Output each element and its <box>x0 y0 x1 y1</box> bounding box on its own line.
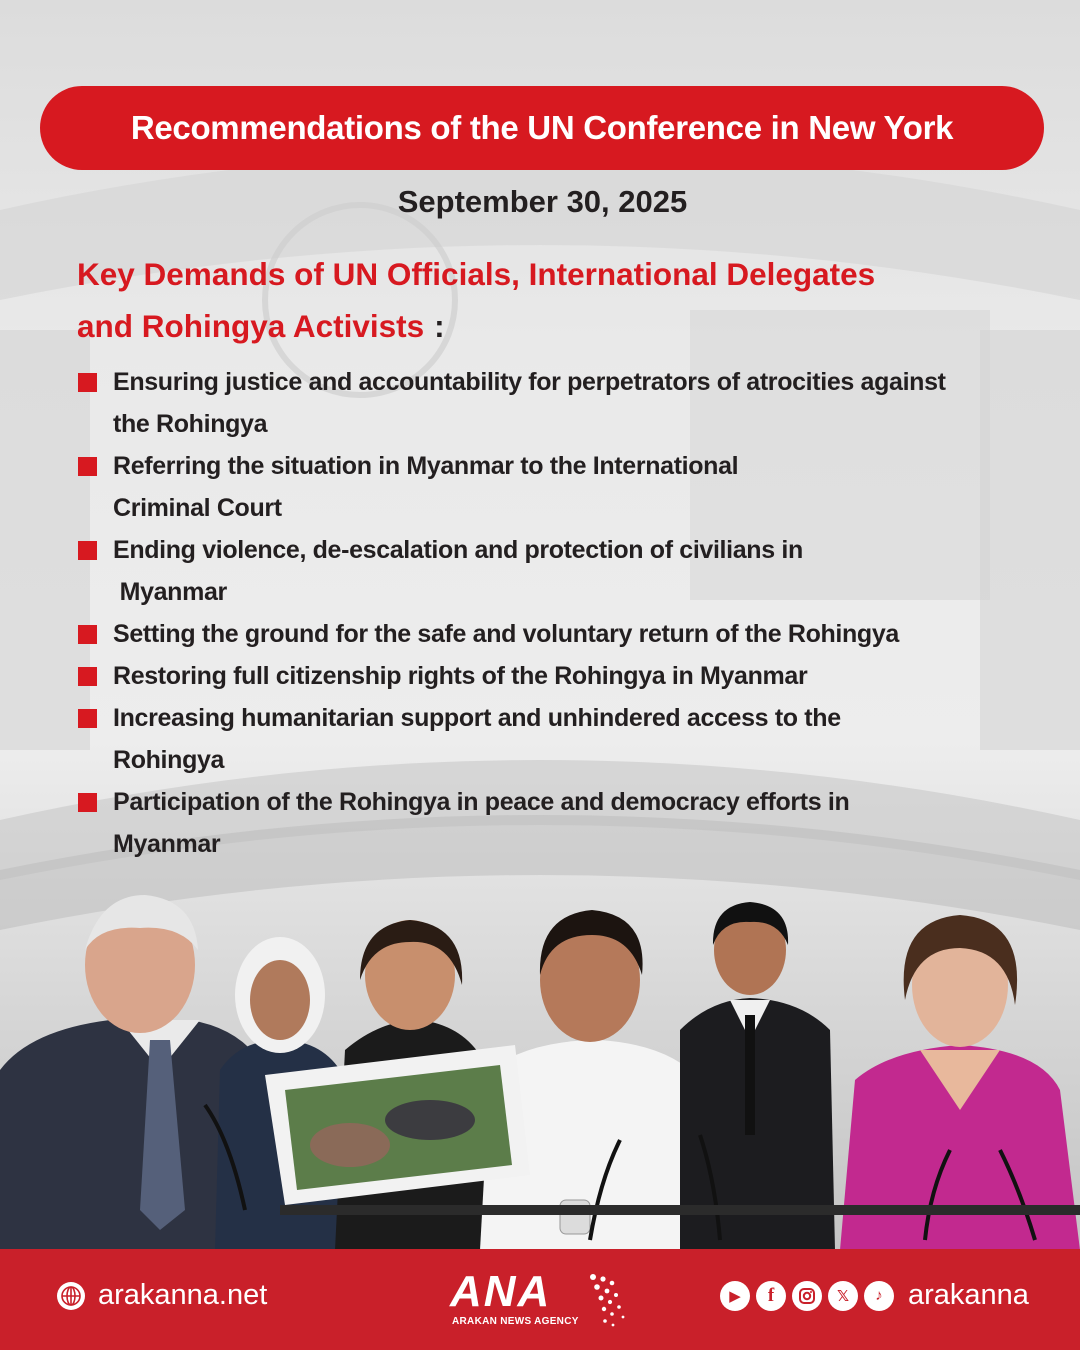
bullet-square-icon <box>78 457 97 476</box>
instagram-icon[interactable] <box>792 1281 822 1311</box>
speaker-photo-man-suit <box>680 902 835 1250</box>
bullet-square-icon <box>78 541 97 560</box>
demand-item: Referring the situation in Myanmar to the International Criminal Court <box>78 445 1038 529</box>
bullet-square-icon <box>78 793 97 812</box>
section-heading <box>77 248 1037 352</box>
speakers-photo-collage <box>0 880 1080 1250</box>
podium-rail <box>280 1205 1080 1215</box>
speaker-photo-right-woman <box>840 915 1080 1250</box>
event-date: September 30, 2025 <box>397 184 688 219</box>
globe-icon <box>56 1281 86 1311</box>
heading-line-1: Key Demands of UN Officials, International Delegates <box>77 256 876 292</box>
youtube-icon[interactable]: ▶ <box>720 1281 750 1311</box>
tiktok-icon[interactable]: ♪ <box>864 1281 894 1311</box>
logo-text: ANA <box>450 1267 552 1316</box>
social-links <box>720 1279 1029 1312</box>
website-link[interactable] <box>56 1279 267 1312</box>
ana-logo <box>450 1267 640 1337</box>
demand-item: Participation of the Rohingya in peace and democracy efforts in Myanmar <box>78 781 1038 865</box>
website-text: arakanna.net <box>98 1279 268 1311</box>
page-title: Recommendations of the UN Conference in New York <box>130 109 954 146</box>
demand-item: Ensuring justice and accountability for perpetrators of atrocities against the Rohingya <box>78 361 1038 445</box>
social-handle: arakanna <box>908 1279 1029 1311</box>
demand-item: Increasing humanitarian support and unhindered access to the Rohingya <box>78 697 1038 781</box>
bullet-square-icon <box>78 625 97 644</box>
bullet-square-icon <box>78 709 97 728</box>
title-banner <box>40 86 1044 170</box>
facebook-icon[interactable]: f <box>756 1281 786 1311</box>
x-icon[interactable]: 𝕏 <box>828 1281 858 1311</box>
heading-colon: : <box>434 308 445 344</box>
footer-bar <box>0 1249 1080 1350</box>
demand-item: Ending violence, de-escalation and protection of civilians in Myanmar <box>78 529 1038 613</box>
agency-name: ARAKAN NEWS AGENCY <box>452 1316 579 1327</box>
demand-item: Restoring full citizenship rights of the Rohingya in Myanmar <box>78 655 1038 697</box>
demands-list <box>78 361 1038 865</box>
demand-item: Setting the ground for the safe and voluntary return of the Rohingya <box>78 613 1038 655</box>
bullet-square-icon <box>78 373 97 392</box>
bullet-square-icon <box>78 667 97 686</box>
logo-dots-icon <box>583 1271 633 1331</box>
heading-line-2: and Rohingya Activists <box>77 308 425 344</box>
